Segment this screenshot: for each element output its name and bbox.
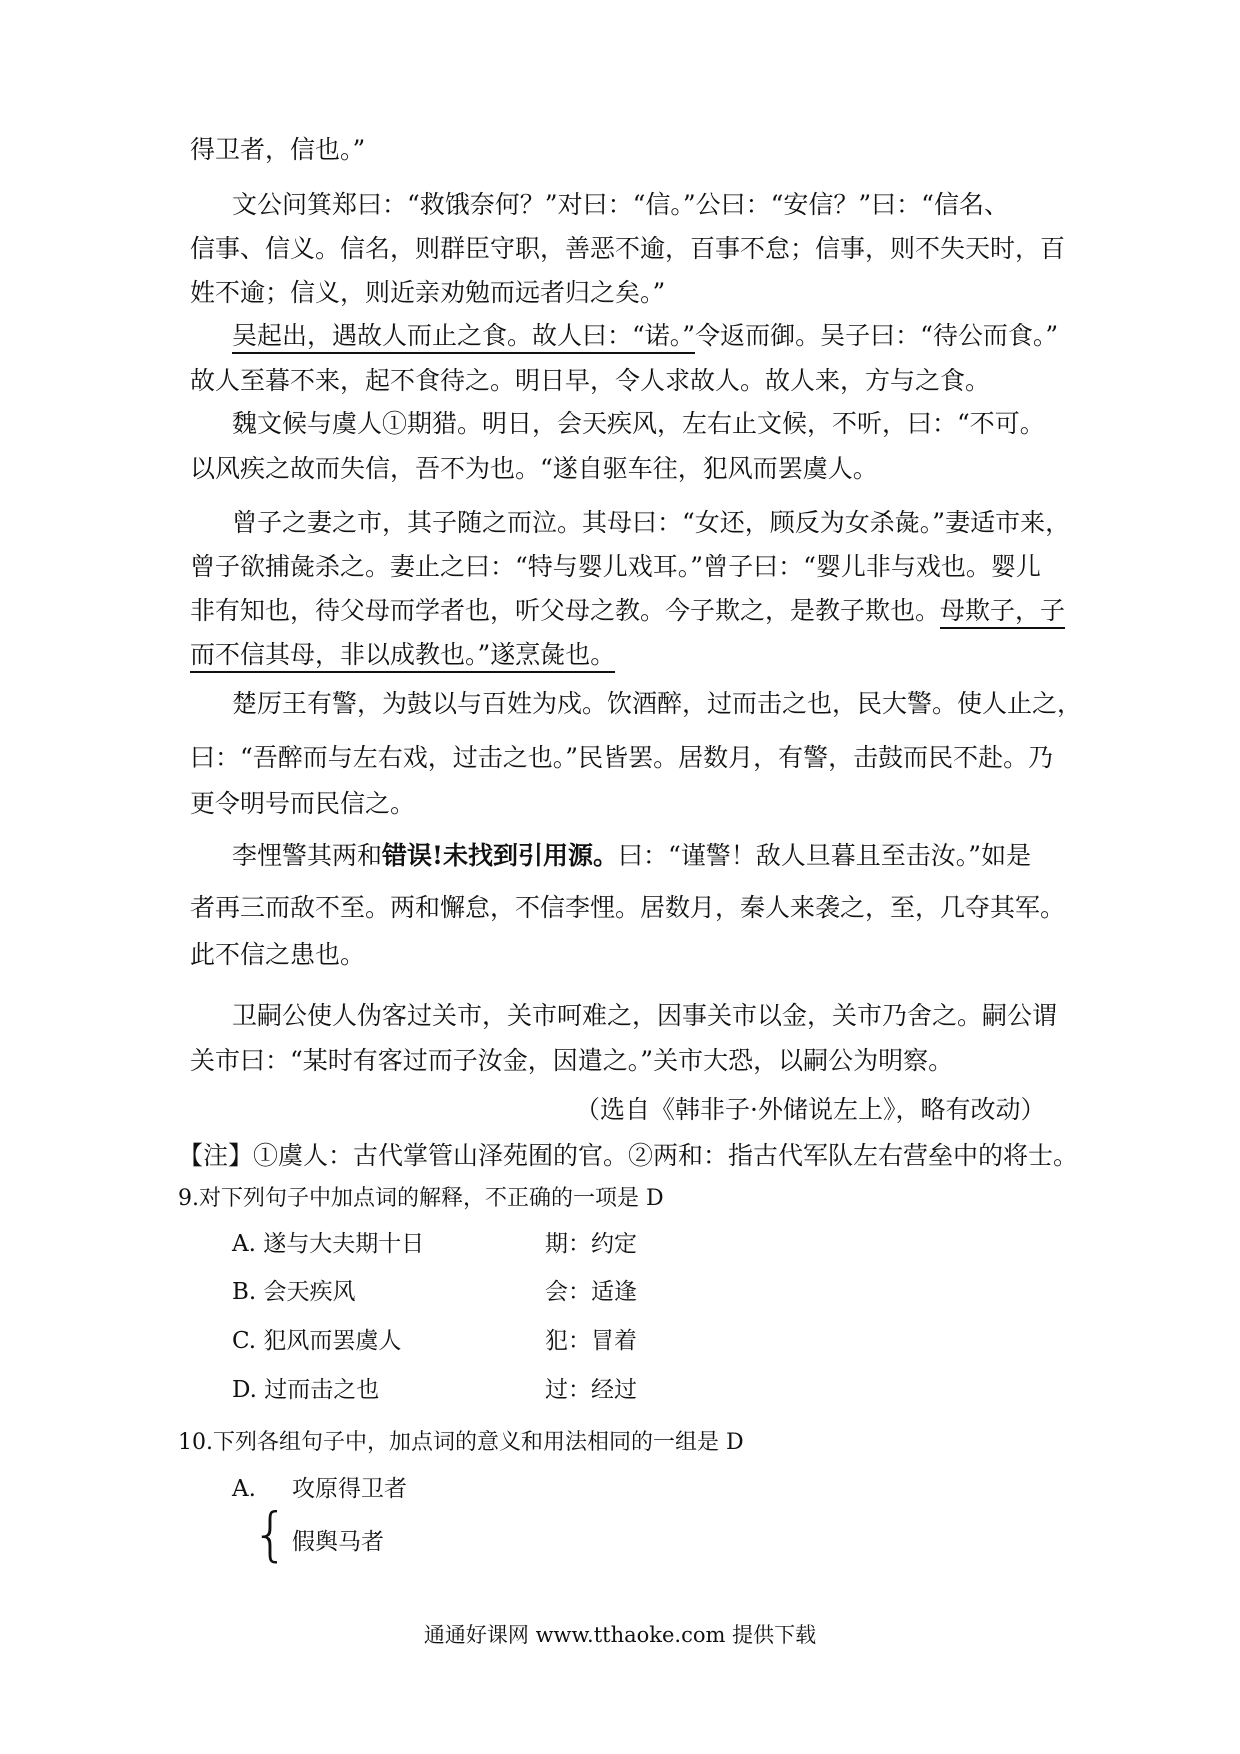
reference-error-text: 错误!未找到引用源。 [382,841,618,870]
passage-line: 曾子欲捕彘杀之。妻止之曰：“特与婴儿戏耳。”曾子曰：“婴儿非与戏也。婴儿 [190,552,1041,581]
passage-line: 故人至暮不来，起不食待之。明日早，令人求故人。故人来，方与之食。 [190,366,991,395]
passage-line: 曰：“吾醉而与左右戏，过击之也。”民皆罢。居数月，有警，击鼓而民不赴。乃 [190,743,1054,772]
q10-option-a-line2: 假舆马者 [292,1529,384,1555]
passage-line [232,838,1092,874]
passage-line-underlined [190,637,1050,673]
passage-line: 魏文候与虞人①期猎。明日，会天疾风，左右止文候，不听，曰：“不可。 [232,409,1045,438]
q9-option-b: B. 会天疾风 [232,1279,356,1305]
source-citation: （选自《韩非子·外储说左上》，略有改动） [575,1095,1046,1124]
q10-option-a-label: A. [232,1476,256,1502]
q9-option-c-gloss: 犯：冒着 [545,1328,637,1354]
q9-option-d-gloss: 过：经过 [545,1377,637,1403]
passage-line-underlined [232,318,1092,354]
footnote: 【注】①虞人：古代掌管山泽苑囿的官。②两和：指古代军队左右营垒中的将士。 [178,1141,1079,1170]
passage-line-rest: 令返而御。吴子曰：“待公而食。” [695,321,1059,350]
question-10-stem: 10.下列各组句子中，加点词的意义和用法相同的一组是 D [178,1430,744,1455]
passage-line: 文公问箕郑曰：“救饿奈何？”对曰：“信。”公曰：“安信？”曰：“信名、 [232,190,1009,219]
q9-option-c: C. 犯风而罢虞人 [232,1328,402,1354]
q9-option-a: A. 遂与大夫期十日 [232,1231,425,1257]
passage-line: 曾子之妻之市，其子随之而泣。其母曰：“女还，顾反为女杀彘。”妻适市来， [232,508,1071,537]
brace-icon: { [252,1500,289,1568]
page-footer: 通通好课网 www.tthaoke.com 提供下载 [423,1623,817,1647]
passage-line: 以风疾之故而失信，吾不为也。“遂自驱车往，犯风而罢虞人。 [190,454,878,483]
passage-line: 关市曰：“某时有客过而子汝金，因遣之。”关市大恐，以嗣公为明察。 [190,1046,954,1075]
underlined-sentence: 而不信其母，非以成教也。”遂烹彘也。 [190,640,615,673]
passage-line: 姓不逾；信义，则近亲劝勉而远者归之矣。” [190,278,666,307]
passage-line: 此不信之患也。 [190,940,366,969]
passage-line: 卫嗣公使人伪客过关市，关市呵难之，因事关市以金，关市乃舍之。嗣公谓 [232,1001,1058,1030]
underlined-sentence: 吴起出，遇故人而止之食。故人曰：“诺。” [232,321,695,354]
q9-option-b-gloss: 会：适逢 [545,1279,637,1305]
question-9-stem: 9.对下列句子中加点词的解释，不正确的一项是 D [178,1186,664,1211]
q9-option-a-gloss: 期：约定 [545,1231,637,1257]
underlined-sentence: 母欺子，子 [940,596,1065,629]
passage-line-rest: 曰：“谨警！敌人旦暮且至击汝。”如是 [618,841,1032,870]
passage-line-start: 李悝警其两和 [232,841,383,870]
q9-option-d: D. 过而击之也 [232,1377,380,1403]
passage-line: 者再三而敌不至。两和懈怠，不信李悝。居数月，秦人来袭之，至，几夺其军。 [190,893,1066,922]
passage-line: 信事、信义。信名，则群臣守职，善恶不逾，百事不怠；信事，则不失天时，百 [190,234,1066,263]
passage-line: 更令明号而民信之。 [190,789,416,818]
passage-line-underlined [190,593,1066,629]
passage-line-start: 非有知也，待父母而学者也，听父母之教。今子欺之，是教子欺也。 [190,596,941,625]
q10-option-a-line1: 攻原得卫者 [292,1476,407,1502]
passage-line: 楚厉王有警，为鼓以与百姓为戍。饮酒醉，过而击之也，民大警。使人止之， [232,689,1083,718]
passage-line: 得卫者，信也。” [190,135,366,164]
